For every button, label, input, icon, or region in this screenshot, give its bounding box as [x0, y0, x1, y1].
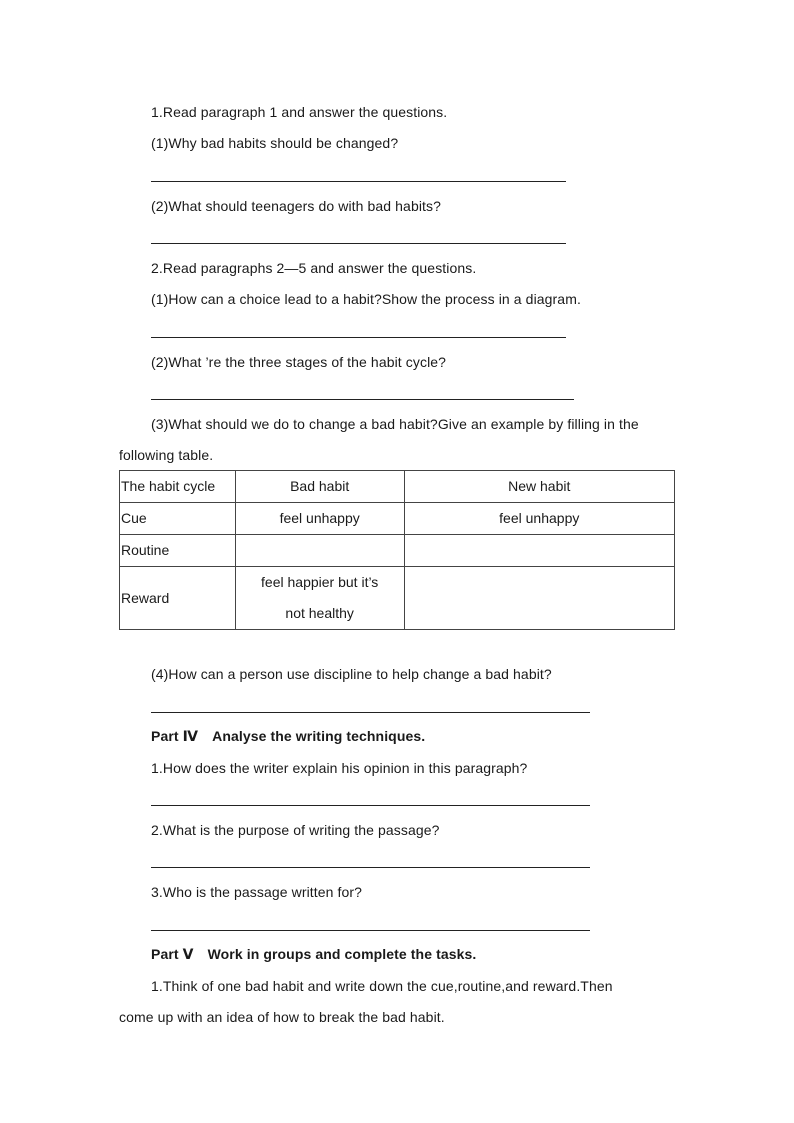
cell-stage-cue: Cue [120, 503, 236, 535]
question-1-heading: 1.Read paragraph 1 and answer the questions. [151, 104, 448, 120]
question-1-1: (1)Why bad habits should be changed? [151, 135, 399, 151]
part-4-question-2: 2.What is the purpose of writing the passage? [151, 822, 440, 838]
cell-reward-new[interactable] [404, 567, 674, 630]
part-5-question-1-line2: come up with an idea of how to break the bad habit. [119, 1009, 445, 1025]
answer-line-4-1[interactable] [151, 805, 590, 806]
cell-reward-bad [235, 567, 404, 630]
question-2-3-line2: following table. [119, 447, 214, 463]
answer-line-4-2[interactable] [151, 867, 590, 868]
part-4-title: Analyse the writing techniques. [212, 728, 426, 744]
table-row-routine [120, 535, 675, 567]
header-new-habit: New habit [404, 471, 674, 503]
cell-reward-bad-line1: feel happier but it’s [261, 574, 379, 590]
header-habit-cycle: The habit cycle [120, 471, 236, 503]
cell-cue-bad: feel unhappy [235, 503, 404, 535]
cell-routine-bad[interactable] [235, 535, 404, 567]
answer-line-2-1[interactable] [151, 337, 566, 338]
part-4-question-3: 3.Who is the passage written for? [151, 884, 363, 900]
cell-reward-bad-line2: not healthy [285, 605, 354, 621]
part-5-question-1-line1: 1.Think of one bad habit and write down the cue,routine,and reward.Then [151, 978, 613, 994]
table-header-row [120, 471, 675, 503]
habit-cycle-table [119, 470, 675, 630]
part-5-title: Work in groups and complete the tasks. [207, 946, 477, 962]
answer-line-2-4[interactable] [151, 712, 590, 713]
question-2-4: (4)How can a person use discipline to help change a bad habit? [151, 666, 552, 682]
question-1-2: (2)What should teenagers do with bad habits? [151, 198, 442, 214]
question-2-2: (2)What ’re the three stages of the habit cycle? [151, 354, 447, 370]
answer-line-4-3[interactable] [151, 930, 590, 931]
answer-line-1-1[interactable] [151, 181, 566, 182]
part-5-label: Part Ⅴ [151, 946, 194, 962]
table-row-reward [120, 567, 675, 630]
part-4-heading [151, 727, 425, 745]
answer-line-1-2[interactable] [151, 243, 566, 244]
part-4-question-1: 1.How does the writer explain his opinion in this paragraph? [151, 760, 528, 776]
cell-stage-reward: Reward [120, 567, 236, 630]
cell-stage-routine: Routine [120, 535, 236, 567]
question-2-3-line1: (3)What should we do to change a bad habit?Give an example by filling in the [151, 416, 639, 432]
header-bad-habit: Bad habit [235, 471, 404, 503]
part-5-heading [151, 945, 476, 963]
answer-line-2-2[interactable] [151, 399, 574, 400]
table-row-cue [120, 503, 675, 535]
question-2-1: (1)How can a choice lead to a habit?Show the process in a diagram. [151, 291, 581, 307]
cell-cue-new: feel unhappy [404, 503, 674, 535]
cell-routine-new[interactable] [404, 535, 674, 567]
part-4-label: Part Ⅳ [151, 728, 199, 744]
question-2-heading: 2.Read paragraphs 2—5 and answer the questions. [151, 260, 477, 276]
